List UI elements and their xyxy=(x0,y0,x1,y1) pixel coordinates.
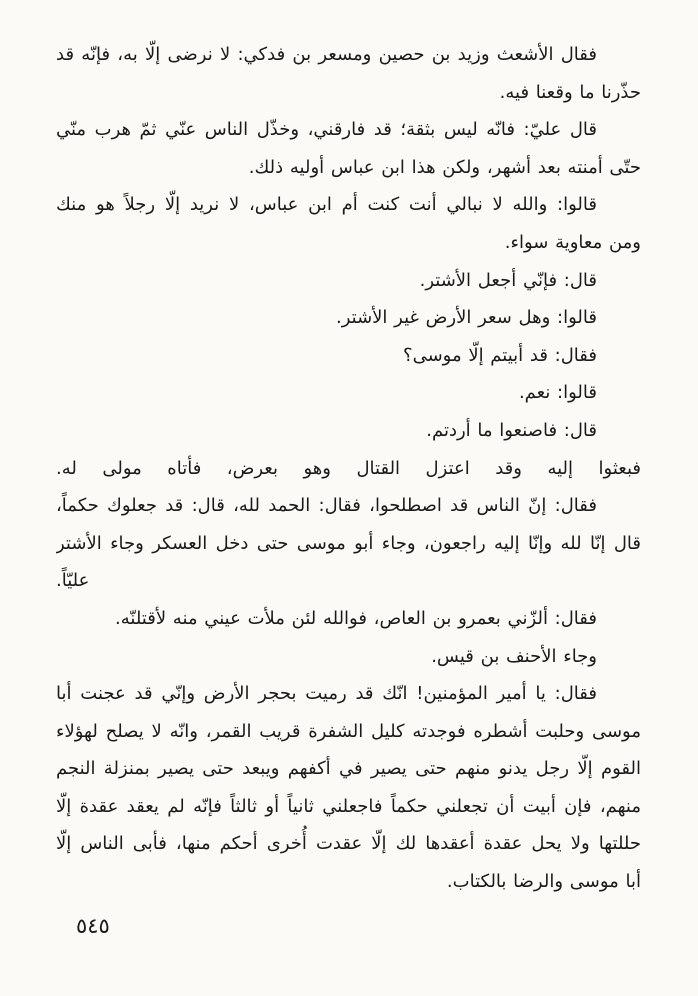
text-line-19: موسى وحلبت أشطره فوجدته كليل الشفرة قريب القمر، وانّه لا يصلح لهؤلاء xyxy=(56,720,641,742)
page-number: ٥٤٥ xyxy=(76,914,110,938)
text-line-12: فبعثوا إليه وقد اعتزل القتال وهو بعرض، فأتاه مولى له. xyxy=(56,457,641,479)
text-line-9: فقال: قد أبيتم إلّا موسى؟ xyxy=(403,344,597,366)
text-line-1: فقال الأشعث وزيد بن حصين ومسعر بن فدكي: لا نرضى إلّا به، فإنّه قد xyxy=(56,44,597,65)
text-line-21: منهم، فإن أبيت أن تجعلني حكماً فاجعلني ثانياً أو ثالثاً فإنّه لم يعقد عقدة إلّا xyxy=(56,795,641,817)
text-line-18: فقال: يا أمير المؤمنين! انّك قد رميت بحجر الأرض وإنّي قد عجنت أبا xyxy=(56,683,597,705)
text-line-15: عليّاً. xyxy=(56,570,90,592)
text-block xyxy=(56,36,641,901)
text-line-3: قال عليّ: فانّه ليس بثقة؛ قد فارقني، وخذّل الناس عنّي ثمّ هرب منّي xyxy=(56,119,597,141)
text-line-14: قال إنّا لله وإنّا إليه راجعون، وجاء أبو موسى حتى دخل العسكر وجاء الأشتر xyxy=(56,532,641,554)
text-line-5: قالوا: والله لا نبالي أنت كنت أم ابن عباس، لا نريد إلّا رجلاً هو منك xyxy=(56,194,597,216)
text-line-13: فقال: إنّ الناس قد اصطلحوا، فقال: الحمد لله، قال: قد جعلوك حكماً، xyxy=(56,495,597,517)
text-line-20: القوم إلّا رجل يدنو منهم حتى يصير في أكفهم ويبعد حتى يصير بمنزلة النجم xyxy=(56,758,641,780)
text-line-11: قال: فاصنعوا ما أردتم. xyxy=(426,419,597,441)
text-line-23: أبا موسى والرضا بالكتاب. xyxy=(446,871,641,893)
text-line-16: فقال: ألزّني بعمرو بن العاص، فوالله لئن ملأت عيني منه لأقتلنّه. xyxy=(115,607,597,629)
text-line-2: حذّرنا ما وقعنا فيه. xyxy=(499,81,641,103)
text-line-7: قال: فإنّي أجعل الأشتر. xyxy=(419,269,597,291)
text-line-17: وجاء الأحنف بن قيس. xyxy=(431,645,597,667)
text-line-22: حللتها ولا يحل عقدة أعقدها لك إلّا عقدت أُخرى أحكم منها، فأبى الناس إلّا xyxy=(56,833,641,855)
text-line-8: قالوا: وهل سعر الأرض غير الأشتر. xyxy=(336,307,597,329)
text-line-10: قالوا: نعم. xyxy=(518,382,597,404)
text-line-6: ومن معاوية سواء. xyxy=(504,231,641,253)
text-line-4: حتّى أمنته بعد أشهر، ولكن هذا ابن عباس أوليه ذلك. xyxy=(248,156,641,178)
